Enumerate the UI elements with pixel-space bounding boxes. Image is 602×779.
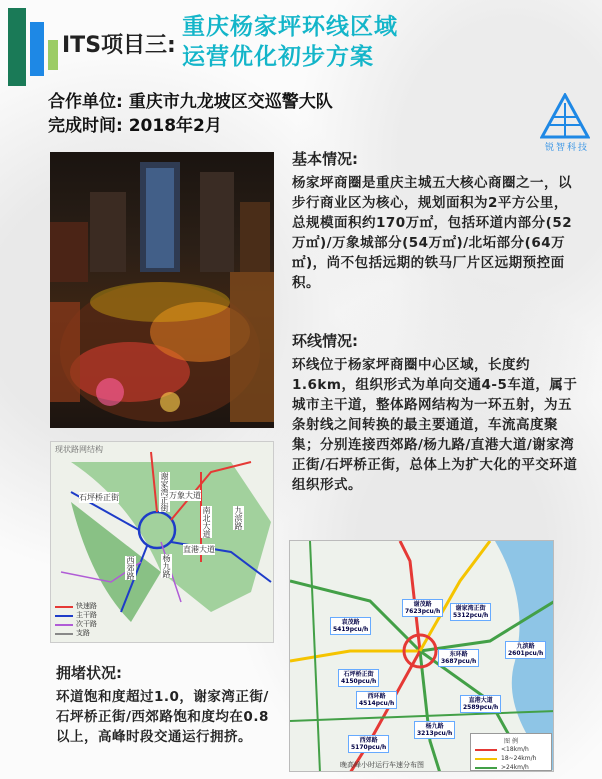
flow-label-xiemao bbox=[402, 599, 443, 617]
flow-label-name: 西环路 bbox=[367, 693, 386, 700]
flow-label-yuanmao bbox=[330, 617, 371, 635]
left-map-road-3: 万象大道 bbox=[169, 491, 201, 500]
ring-body: 环线位于杨家坪商圈中心区域，长度约1.6km，组织形式为单向交通4-5车道，属于城市主干道，整体路网结构为一环五射，为五条射线之间转换的最主要通道，车流高度聚集；分别连接西郊路/杨九路/直港大道/谢家湾正街/石坪桥正街，总体上为扩大化的平交环道组织形式。 bbox=[292, 357, 578, 493]
legend-row bbox=[475, 763, 547, 772]
legend-swatch-medium bbox=[475, 758, 497, 760]
decor-bar-light-green bbox=[48, 40, 58, 70]
left-map-legend bbox=[55, 602, 97, 638]
flow-label-value: 4150pcu/h bbox=[341, 678, 377, 685]
legend-row bbox=[55, 611, 97, 620]
basic-section bbox=[292, 148, 578, 293]
title-line-1: 重庆杨家坪环线区域 bbox=[182, 14, 398, 40]
road-network-map bbox=[50, 441, 274, 643]
flow-label-value: 5419pcu/h bbox=[333, 626, 369, 633]
company-logo-text: 锐智科技 bbox=[544, 143, 589, 153]
congestion-heading: 拥堵状况: bbox=[56, 664, 122, 682]
flow-label-value: 7623pcu/h bbox=[405, 608, 441, 615]
basic-heading: 基本情况: bbox=[292, 150, 358, 168]
legend-title: 图 例 bbox=[504, 738, 518, 745]
decor-bar-blue bbox=[30, 22, 44, 76]
flow-label-name: 谢茂路 bbox=[413, 601, 432, 608]
speed-distribution-map bbox=[289, 540, 554, 772]
legend-row bbox=[475, 745, 547, 754]
flow-label-name: 石坪桥正街 bbox=[343, 671, 374, 678]
legend-swatch-expressway bbox=[55, 606, 73, 608]
left-map-road-1: 石坪桥正街 bbox=[79, 493, 119, 502]
legend-swatch-slow bbox=[475, 749, 497, 751]
flow-label-name: 杨九路 bbox=[425, 723, 444, 730]
legend-row bbox=[55, 629, 97, 638]
flow-label-donghuan bbox=[438, 649, 479, 667]
flow-label-jiubin bbox=[505, 641, 546, 659]
legend-swatch-branch bbox=[55, 633, 73, 635]
legend-label: <18km/h bbox=[501, 746, 529, 753]
page-title bbox=[182, 12, 398, 72]
left-map-road-6: 直港大道 bbox=[183, 545, 215, 554]
ring-heading: 环线情况: bbox=[292, 332, 358, 350]
ring-section bbox=[292, 330, 578, 495]
date-line: 完成时间: 2018年2月 bbox=[48, 116, 222, 136]
flow-label-zhigang bbox=[460, 695, 501, 713]
flow-label-value: 3687pcu/h bbox=[441, 658, 477, 665]
left-map-road-4: 南北大道 bbox=[202, 506, 211, 538]
congestion-section bbox=[56, 662, 282, 747]
legend-row bbox=[55, 602, 97, 611]
speed-legend bbox=[470, 733, 552, 771]
left-map-road-2: 谢家湾正街 bbox=[160, 472, 169, 512]
title-line-2: 运营优化初步方案 bbox=[182, 44, 374, 70]
flow-label-name: 东环路 bbox=[449, 651, 468, 658]
congestion-body: 环道饱和度超过1.0，谢家湾正街/石坪桥正街/西郊路饱和度均在0.8以上，高峰时段交通运行拥挤。 bbox=[56, 689, 269, 745]
legend-swatch-secondary bbox=[55, 624, 73, 626]
meta-info bbox=[48, 90, 333, 138]
flow-label-value: 2601pcu/h bbox=[508, 650, 544, 657]
basic-body: 杨家坪商圈是重庆主城五大核心商圈之一，以步行商业区为核心，规划面积为2平方公里，总规模面积约170万㎡，包括环道内部分(52万㎡)/万象城部分(54万㎡)/北坧部分(64万㎡)，尚不包括远期的铁马厂片区远期预控面积。 bbox=[292, 175, 573, 291]
flow-label-name: 西郊路 bbox=[359, 737, 378, 744]
legend-row bbox=[55, 620, 97, 629]
right-map-caption: 晚高峰小时运行车速分布图 bbox=[340, 761, 424, 769]
flow-label-xiejiawan bbox=[450, 603, 491, 621]
legend-label: 18~24km/h bbox=[501, 755, 537, 762]
company-logo-icon bbox=[540, 93, 590, 139]
flow-label-value: 3213pcu/h bbox=[417, 730, 453, 737]
flow-label-value: 5170pcu/h bbox=[351, 744, 387, 751]
decor-bar-dark-green bbox=[8, 8, 26, 86]
legend-label: 主干路 bbox=[76, 611, 97, 619]
flow-label-name: 九滨路 bbox=[516, 643, 535, 650]
flow-label-value: 2589pcu/h bbox=[463, 704, 499, 711]
flow-label-yangjiu bbox=[414, 721, 455, 739]
night-city-photo bbox=[50, 152, 274, 428]
flow-label-xijiao bbox=[348, 735, 389, 753]
flow-label-xihuan bbox=[356, 691, 397, 709]
legend-swatch-arterial bbox=[55, 615, 73, 617]
flow-label-shipingqiao bbox=[338, 669, 379, 687]
left-map-road-7: 西郊路 bbox=[126, 556, 135, 580]
legend-label: 快速路 bbox=[76, 602, 97, 610]
left-map-caption: 现状路网结构 bbox=[55, 445, 103, 454]
legend-label: 次干路 bbox=[76, 620, 97, 628]
flow-label-name: 谢家湾正街 bbox=[455, 605, 486, 612]
legend-label: >24km/h bbox=[501, 764, 529, 771]
flow-label-name: 袁茂路 bbox=[341, 619, 360, 626]
partner-line: 合作单位: 重庆市九龙坡区交巡警大队 bbox=[48, 92, 333, 112]
flow-label-value: 5312pcu/h bbox=[453, 612, 489, 619]
flow-label-name: 直港大道 bbox=[468, 697, 493, 704]
left-map-road-5: 九滨路 bbox=[234, 506, 243, 530]
legend-row bbox=[475, 754, 547, 763]
flow-label-value: 4514pcu/h bbox=[359, 700, 395, 707]
left-map-road-8: 杨九路 bbox=[162, 554, 171, 578]
legend-swatch-fast bbox=[475, 767, 497, 769]
legend-label: 支路 bbox=[76, 629, 90, 637]
project-label: ITS项目三: bbox=[62, 33, 176, 58]
